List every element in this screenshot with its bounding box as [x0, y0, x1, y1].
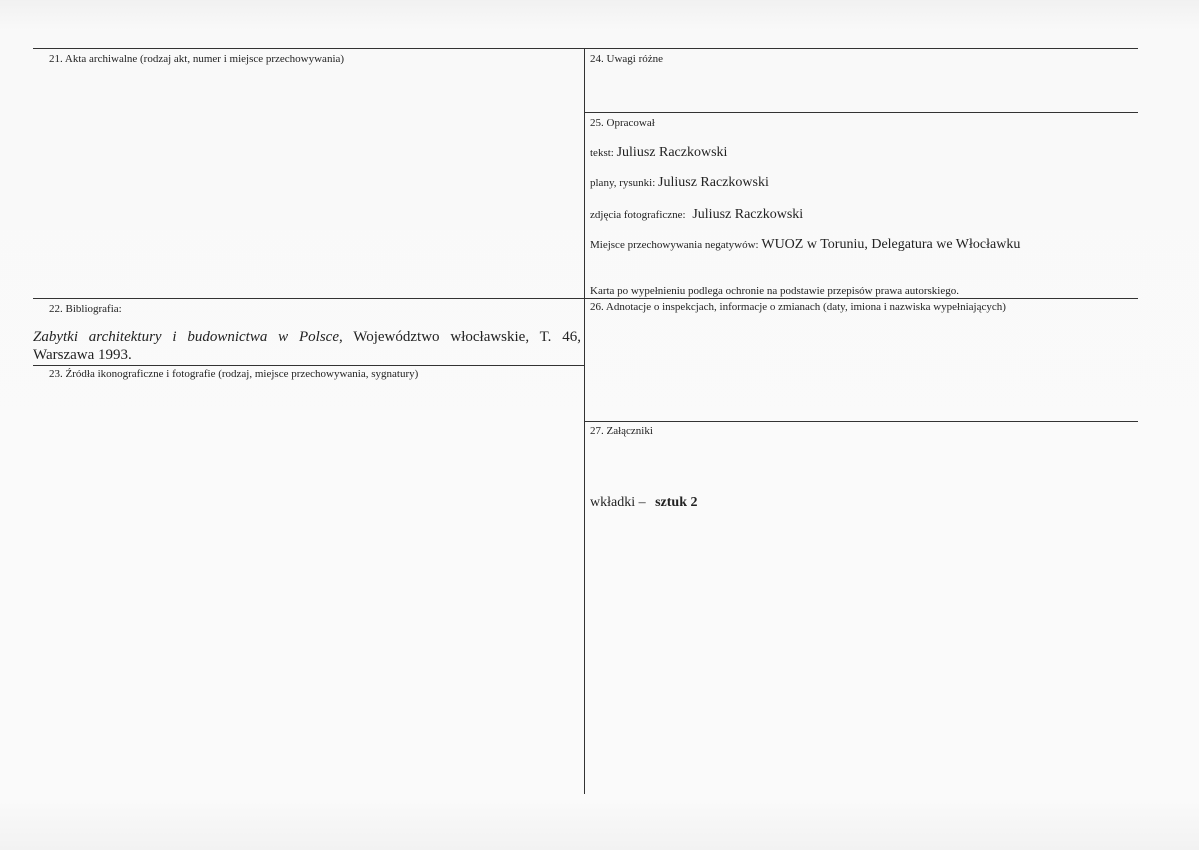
tekst-label: tekst: — [590, 147, 614, 159]
zdjecia-row — [590, 206, 803, 224]
copyright-note: Karta po wypełnieniu podlega ochronie na podstawie przepisów prawa autorskiego. — [590, 285, 959, 297]
divider-24-25 — [584, 112, 1138, 113]
bibliography-details: , Województwo włocławskie, T. 46, Warszawa 1993. — [33, 329, 581, 363]
plany-row — [590, 174, 769, 192]
top-border-line — [33, 48, 1138, 49]
section-27-label: 27. Załączniki — [590, 425, 653, 437]
negatywy-value: WUOZ w Toruniu, Delegatura we Włocławku — [761, 237, 1021, 252]
tekst-value: Juliusz Raczkowski — [616, 145, 728, 160]
section-23-label: 23. Źródła ikonograficzne i fotografie (rodzaj, miejsce przechowywania, sygnatury) — [49, 368, 419, 380]
wkladki-count: sztuk 2 — [655, 495, 698, 510]
negatywy-row — [590, 236, 1020, 254]
attachments-row — [590, 495, 698, 511]
section-21-label: 21. Akta archiwalne (rodzaj akt, numer i miejsce przechowywania) — [49, 53, 345, 65]
section-22-label: 22. Bibliografia: — [49, 303, 122, 315]
section-25-label: 25. Opracował — [590, 117, 655, 129]
divider-21-22-26 — [33, 298, 1138, 299]
tekst-row — [590, 144, 727, 162]
wkladki-label: wkładki – — [590, 495, 646, 510]
divider-22-23 — [33, 365, 584, 366]
plany-label: plany, rysunki: — [590, 177, 656, 189]
zdjecia-label: zdjęcia fotograficzne: — [590, 209, 686, 221]
section-26-label: 26. Adnotacje o inspekcjach, informacje o zmianach (daty, imiona i nazwiska wypełniających) — [590, 301, 1006, 313]
negatywy-label: Miejsce przechowywania negatywów: — [590, 239, 759, 251]
bibliography-entry — [33, 328, 581, 364]
section-24-label: 24. Uwagi różne — [590, 53, 664, 65]
zdjecia-value: Juliusz Raczkowski — [692, 207, 804, 222]
bibliography-title: Zabytki architektury i budownictwa w Polsce — [33, 329, 339, 345]
plany-value: Juliusz Raczkowski — [658, 175, 769, 190]
divider-26-27 — [584, 421, 1138, 422]
